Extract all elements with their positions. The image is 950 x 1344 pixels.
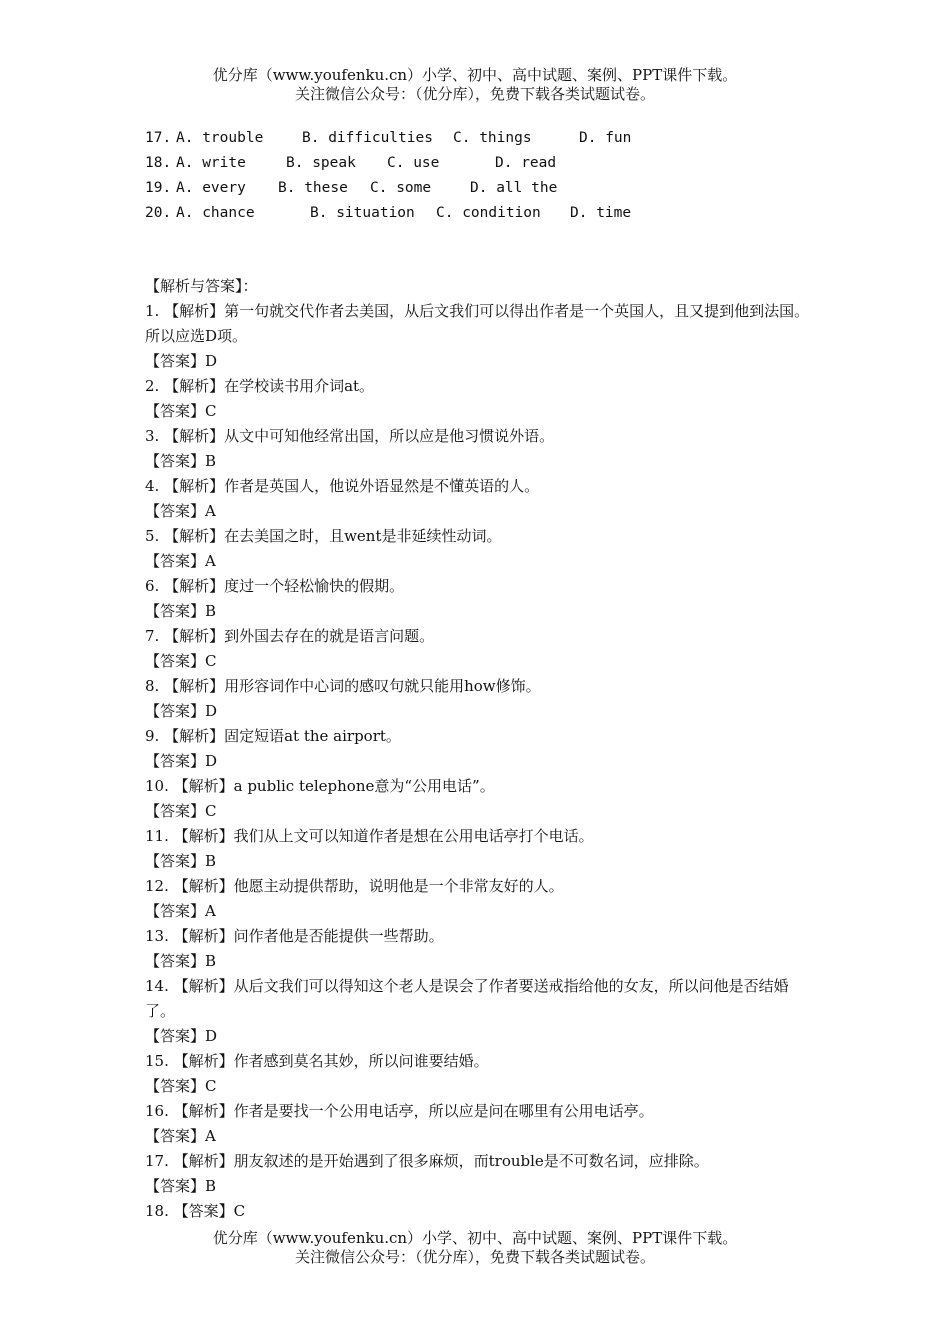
answer-13: 【答案】B	[145, 952, 217, 970]
explanation-15: 15. 【解析】作者感到莫名其妙，所以问谁要结婚。	[145, 1052, 489, 1070]
explanation-2: 2. 【解析】在学校读书用介词at。	[145, 377, 375, 395]
explanation-4: 4. 【解析】作者是英国人，他说外语显然是不懂英语的人。	[145, 477, 540, 495]
explanation-3: 3. 【解析】从文中可知他经常出国，所以应是他习惯说外语。	[145, 427, 555, 445]
question-number: 17.	[145, 130, 172, 146]
answer-16: 【答案】A	[145, 1127, 216, 1145]
footer-line-1: 优分库（www.youfenku.cn）小学、初中、高中试题、案例、PPT课件下载。	[212, 1229, 738, 1247]
option-a: A. every	[176, 180, 246, 196]
answer-14: 【答案】D	[145, 1027, 218, 1045]
option-c: C. things	[453, 130, 532, 146]
option-b: B. difficulties	[302, 130, 433, 146]
answer-18: 18. 【答案】C	[145, 1202, 246, 1220]
option-a: A. write	[176, 155, 246, 171]
option-c: C. use	[387, 155, 440, 171]
option-row	[145, 151, 845, 176]
answers-title: 【解析与答案】：	[145, 277, 258, 295]
answer-2: 【答案】C	[145, 402, 217, 420]
option-a: A. trouble	[176, 130, 264, 146]
explanation-1: 1. 【解析】第一句就交代作者去美国，从后文我们可以得出作者是一个英国人，且又提到他到法国。所以应选D项。	[145, 302, 810, 345]
answer-5: 【答案】A	[145, 552, 216, 570]
answer-4: 【答案】A	[145, 502, 216, 520]
question-number: 18.	[145, 155, 172, 171]
header-line-1: 优分库（www.youfenku.cn）小学、初中、高中试题、案例、PPT课件下载。	[212, 66, 738, 84]
header-line-2: 关注微信公众号：（优分库），免费下载各类试题试卷。	[294, 85, 655, 103]
answer-8: 【答案】D	[145, 702, 218, 720]
explanation-9: 9. 【解析】固定短语at the airport。	[145, 727, 401, 745]
answer-11: 【答案】B	[145, 852, 217, 870]
answers-section	[145, 274, 815, 1224]
explanation-8: 8. 【解析】用形容词作中心词的感叹句就只能用how修饰。	[145, 677, 541, 695]
answer-10: 【答案】C	[145, 802, 217, 820]
option-row	[145, 201, 845, 226]
page-header	[0, 66, 950, 104]
answer-6: 【答案】B	[145, 602, 217, 620]
explanation-17: 17. 【解析】朋友叙述的是开始遇到了很多麻烦，而trouble是不可数名词，应排除。	[145, 1152, 709, 1170]
option-b: B. situation	[310, 205, 415, 221]
option-a: A. chance	[176, 205, 255, 221]
explanation-5: 5. 【解析】在去美国之时，且went是非延续性动词。	[145, 527, 502, 545]
answer-9: 【答案】D	[145, 752, 218, 770]
options-block	[145, 126, 845, 226]
answer-17: 【答案】B	[145, 1177, 217, 1195]
explanation-14: 14. 【解析】从后文我们可以得知这个老人是误会了作者要送戒指给他的女友，所以问他是否结婚了。	[145, 977, 789, 1020]
answer-3: 【答案】B	[145, 452, 217, 470]
explanation-11: 11. 【解析】我们从上文可以知道作者是想在公用电话亭打个电话。	[145, 827, 594, 845]
explanation-12: 12. 【解析】他愿主动提供帮助，说明他是一个非常友好的人。	[145, 877, 564, 895]
option-d: D. fun	[579, 130, 632, 146]
option-c: C. condition	[436, 205, 541, 221]
page-footer	[0, 1229, 950, 1267]
option-d: D. time	[570, 205, 632, 221]
footer-line-2: 关注微信公众号：（优分库），免费下载各类试题试卷。	[294, 1248, 655, 1266]
option-row	[145, 126, 845, 151]
question-number: 19.	[145, 180, 172, 196]
option-row	[145, 176, 845, 201]
option-d: D. read	[495, 155, 557, 171]
explanation-10: 10. 【解析】a public telephone意为“公用电话”。	[145, 777, 495, 795]
explanation-16: 16. 【解析】作者是要找一个公用电话亭，所以应是问在哪里有公用电话亭。	[145, 1102, 654, 1120]
answer-15: 【答案】C	[145, 1077, 217, 1095]
option-d: D. all the	[470, 180, 558, 196]
answer-12: 【答案】A	[145, 902, 216, 920]
explanation-7: 7. 【解析】到外国去存在的就是语言问题。	[145, 627, 435, 645]
option-c: C. some	[370, 180, 432, 196]
explanation-13: 13. 【解析】问作者他是否能提供一些帮助。	[145, 927, 444, 945]
question-number: 20.	[145, 205, 172, 221]
answer-7: 【答案】C	[145, 652, 217, 670]
answer-1: 【答案】D	[145, 352, 218, 370]
explanation-6: 6. 【解析】度过一个轻松愉快的假期。	[145, 577, 405, 595]
option-b: B. speak	[286, 155, 356, 171]
option-b: B. these	[278, 180, 348, 196]
